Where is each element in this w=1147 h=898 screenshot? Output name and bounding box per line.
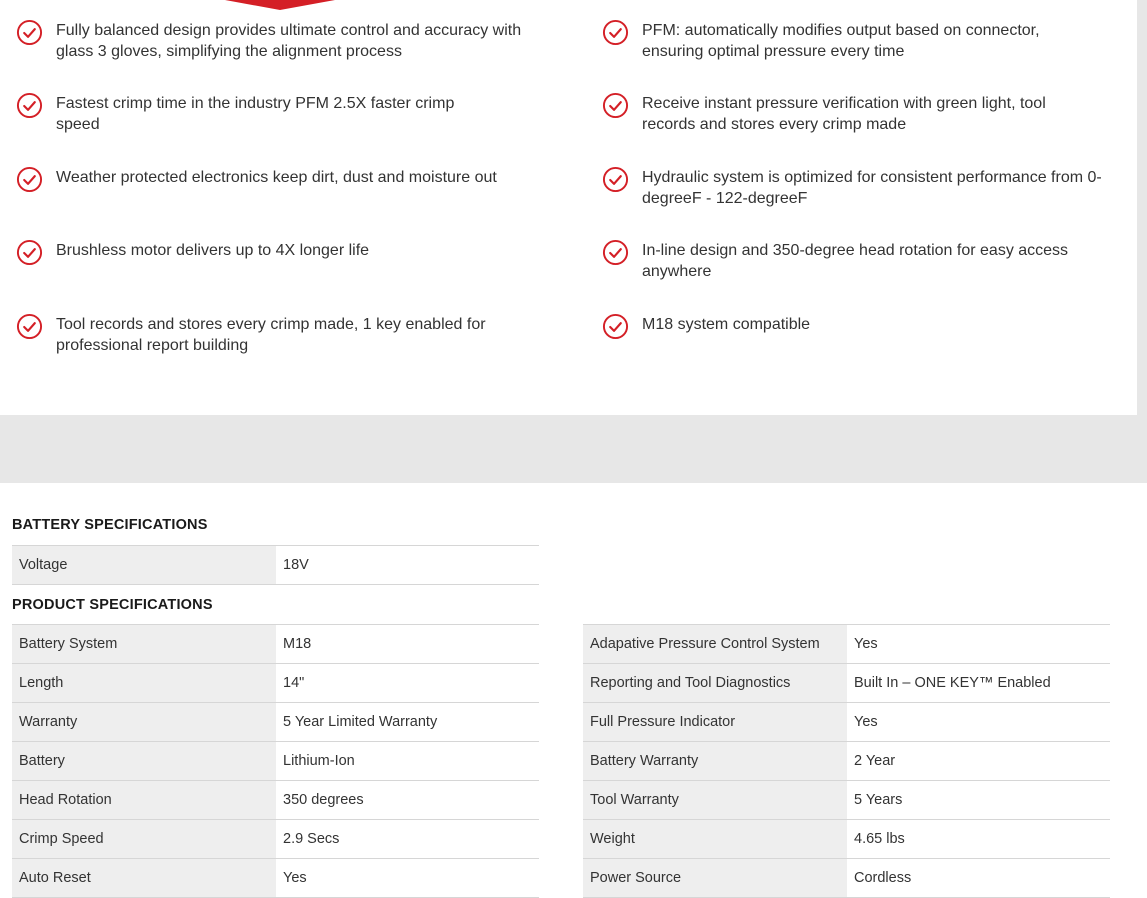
- spec-label: Head Rotation: [12, 781, 276, 820]
- check-circle-icon: [16, 19, 43, 46]
- spec-value: Yes: [847, 703, 1110, 742]
- section-divider-band: [0, 415, 1137, 483]
- feature-text: PFM: automatically modifies output based on connector, ensuring optimal pressure every time: [642, 22, 1040, 60]
- feature-item: [602, 93, 1082, 135]
- check-circle-icon: [602, 239, 629, 266]
- table-row: [583, 703, 1110, 742]
- spec-value: 4.65 lbs: [847, 820, 1110, 859]
- spec-value: Yes: [276, 859, 539, 898]
- check-circle-icon: [16, 313, 43, 340]
- section-indicator-arrow: [225, 0, 335, 10]
- page-gutter: [1137, 0, 1147, 483]
- spec-value: Built In – ONE KEY™ Enabled: [847, 664, 1110, 703]
- spec-label: Battery Warranty: [583, 742, 847, 781]
- table-row: [583, 664, 1110, 703]
- spec-value: 350 degrees: [276, 781, 539, 820]
- check-circle-icon: [602, 92, 629, 119]
- table-row: [12, 820, 539, 859]
- check-circle-icon: [602, 166, 629, 193]
- spec-label: Voltage: [12, 546, 276, 585]
- feature-text: Brushless motor delivers up to 4X longer life: [56, 242, 370, 259]
- table-row: [12, 703, 539, 742]
- feature-text: Fastest crimp time in the industry PFM 2.5X faster crimp speed: [56, 95, 455, 133]
- spec-value: M18: [276, 625, 539, 664]
- spec-label: Weight: [583, 820, 847, 859]
- spec-value: Lithium-Ion: [276, 742, 539, 781]
- spec-value: Cordless: [847, 859, 1110, 898]
- check-circle-icon: [602, 19, 629, 46]
- feature-item: [602, 167, 1122, 209]
- feature-text: Receive instant pressure verification with green light, tool records and stores every crimp made: [642, 95, 1046, 133]
- spec-value: 2 Year: [847, 742, 1110, 781]
- product-specs-heading: PRODUCT SPECIFICATIONS: [12, 597, 213, 613]
- check-circle-icon: [16, 92, 43, 119]
- spec-value: Yes: [847, 625, 1110, 664]
- spec-label: Tool Warranty: [583, 781, 847, 820]
- table-row: [583, 781, 1110, 820]
- feature-item: [16, 240, 536, 266]
- check-circle-icon: [602, 313, 629, 340]
- spec-value: 14": [276, 664, 539, 703]
- table-row: [12, 859, 539, 898]
- spec-label: Power Source: [583, 859, 847, 898]
- table-row: [12, 664, 539, 703]
- battery-specs-table: [12, 545, 539, 585]
- table-row: [583, 625, 1110, 664]
- feature-text: Hydraulic system is optimized for consistent performance from 0-degreeF - 122-degreeF: [642, 169, 1102, 207]
- check-circle-icon: [16, 166, 43, 193]
- spec-label: Adapative Pressure Control System: [583, 625, 847, 664]
- feature-text: M18 system compatible: [642, 316, 811, 333]
- feature-item: [602, 314, 1082, 340]
- spec-label: Battery System: [12, 625, 276, 664]
- feature-item: [16, 20, 536, 62]
- spec-label: Battery: [12, 742, 276, 781]
- feature-text: Fully balanced design provides ultimate control and accuracy with glass 3 gloves, simplifying the alignment process: [56, 22, 522, 60]
- table-row: [12, 546, 539, 585]
- feature-text: In-line design and 350-degree head rotation for easy access anywhere: [642, 242, 1069, 280]
- feature-item: [602, 240, 1102, 282]
- table-row: [583, 859, 1110, 898]
- feature-item: [602, 20, 1082, 62]
- spec-label: Full Pressure Indicator: [583, 703, 847, 742]
- table-row: [583, 820, 1110, 859]
- spec-value: 18V: [276, 546, 539, 585]
- spec-value: 5 Years: [847, 781, 1110, 820]
- product-specs-table-left: [12, 624, 539, 898]
- spec-label: Length: [12, 664, 276, 703]
- spec-label: Auto Reset: [12, 859, 276, 898]
- spec-value: 2.9 Secs: [276, 820, 539, 859]
- battery-specs-heading: BATTERY SPECIFICATIONS: [12, 517, 208, 533]
- table-row: [583, 742, 1110, 781]
- feature-text: Weather protected electronics keep dirt, dust and moisture out: [56, 169, 497, 186]
- product-specs-table-right: [583, 624, 1110, 898]
- table-row: [12, 781, 539, 820]
- feature-item: [16, 314, 516, 356]
- feature-item: [16, 93, 476, 135]
- spec-label: Crimp Speed: [12, 820, 276, 859]
- check-circle-icon: [16, 239, 43, 266]
- feature-text: Tool records and stores every crimp made, 1 key enabled for professional report building: [56, 316, 486, 354]
- table-row: [12, 625, 539, 664]
- spec-label: Warranty: [12, 703, 276, 742]
- spec-label: Reporting and Tool Diagnostics: [583, 664, 847, 703]
- table-row: [12, 742, 539, 781]
- spec-value: 5 Year Limited Warranty: [276, 703, 539, 742]
- feature-item: [16, 167, 556, 193]
